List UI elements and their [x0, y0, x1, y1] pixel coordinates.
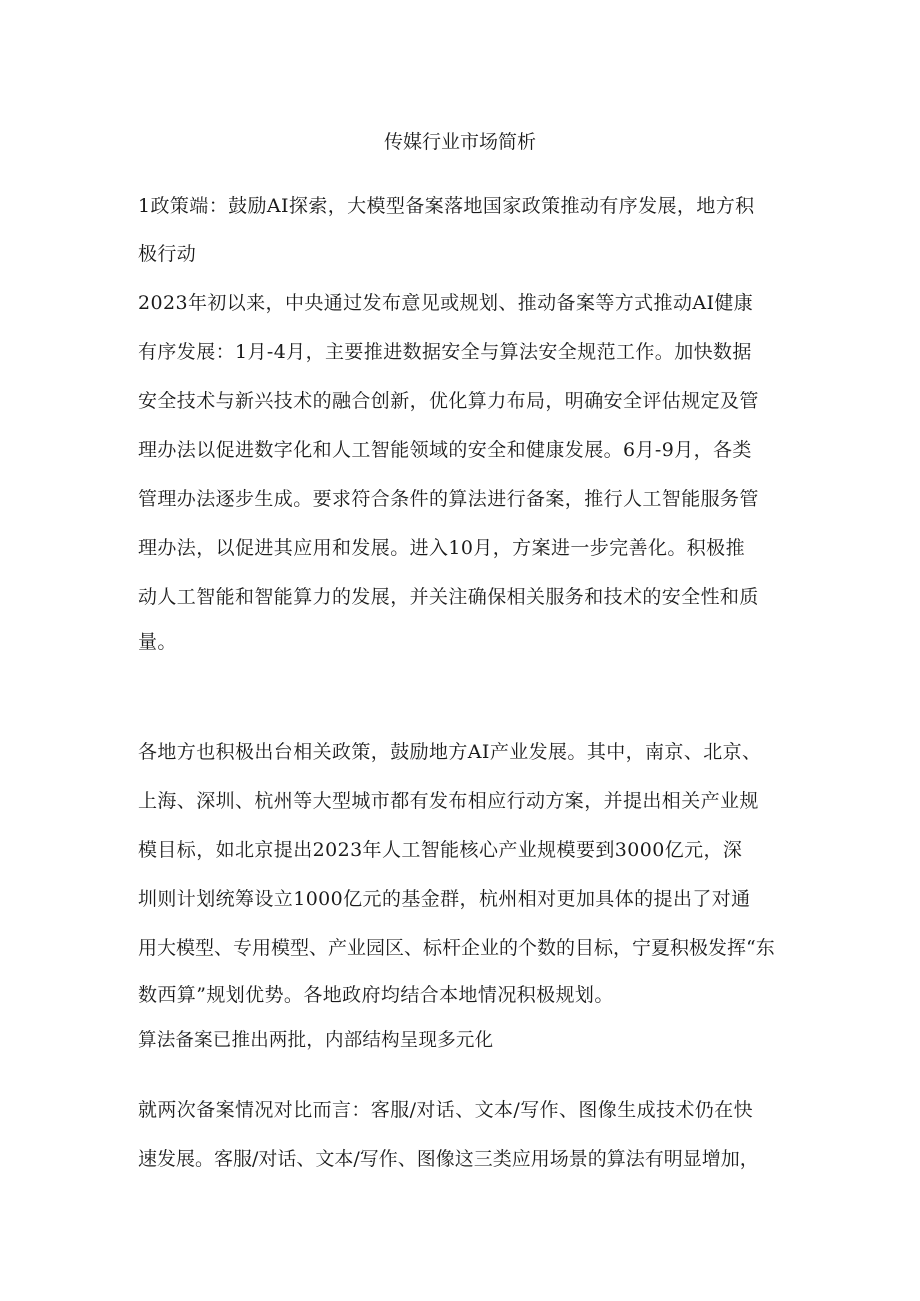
paragraph-line: 圳则计划统筹设立1000亿元的基金群，杭州相对更加具体的提出了对通 — [138, 888, 751, 910]
paragraph-line: 动人工智能和智能算力的发展，并关注确保相关服务和技术的安全性和质 — [138, 586, 759, 608]
section-subheading: 算法备案已推出两批，内部结构呈现多元化 — [138, 1030, 494, 1051]
paragraph-line: 量。 — [138, 631, 177, 653]
paragraph-line: 速发展。客服/对话、文本/写作、图像这三类应用场景的算法有明显增加， — [138, 1148, 759, 1170]
paragraph-line: 有序发展：1月-4月，主要推进数据安全与算法安全规范工作。加快数据 — [138, 341, 752, 363]
paragraph-line: 就两次备案情况对比而言：客服/对话、文本/写作、图像生成技术仍在快 — [138, 1099, 754, 1121]
paragraph-line: 上海、深圳、杭州等大型城市都有发布相应行动方案，并提出相关产业规 — [138, 790, 759, 812]
paragraph-line: 2023年初以来，中央通过发布意见或规划、推动备案等方式推动AI健康 — [138, 292, 754, 314]
paragraph-line: 管理办法逐步生成。要求符合条件的算法进行备案，推行人工智能服务管 — [138, 488, 759, 510]
document-title: 传媒行业市场简析 — [383, 131, 536, 153]
paragraph-line: 各地方也积极出台相关政策，鼓励地方AI产业发展。其中，南京、北京、 — [138, 741, 762, 763]
paragraph-line: 理办法以促进数字化和人工智能领域的安全和健康发展。6月-9月，各类 — [138, 439, 752, 461]
paragraph-line: 数西算”规划优势。各地政府均结合本地情况积极规划。 — [138, 984, 614, 1006]
paragraph-line: 安全技术与新兴技术的融合创新，优化算力布局，明确安全评估规定及管 — [138, 390, 759, 412]
policy-heading-line-1: 1政策端：鼓励AI探索，大模型备案落地国家政策推动有序发展，地方积 — [138, 195, 755, 217]
paragraph-line: 模目标，如北京提出2023年人工智能核心产业规模要到3000亿元，深 — [138, 839, 743, 861]
paragraph-line: 理办法，以促进其应用和发展。进入10月，方案进一步完善化。积极推 — [138, 537, 745, 559]
paragraph-line: 用大模型、专用模型、产业园区、标杆企业的个数的目标，宁夏积极发挥“东 — [138, 937, 775, 959]
policy-heading-line-2: 极行动 — [138, 243, 197, 265]
